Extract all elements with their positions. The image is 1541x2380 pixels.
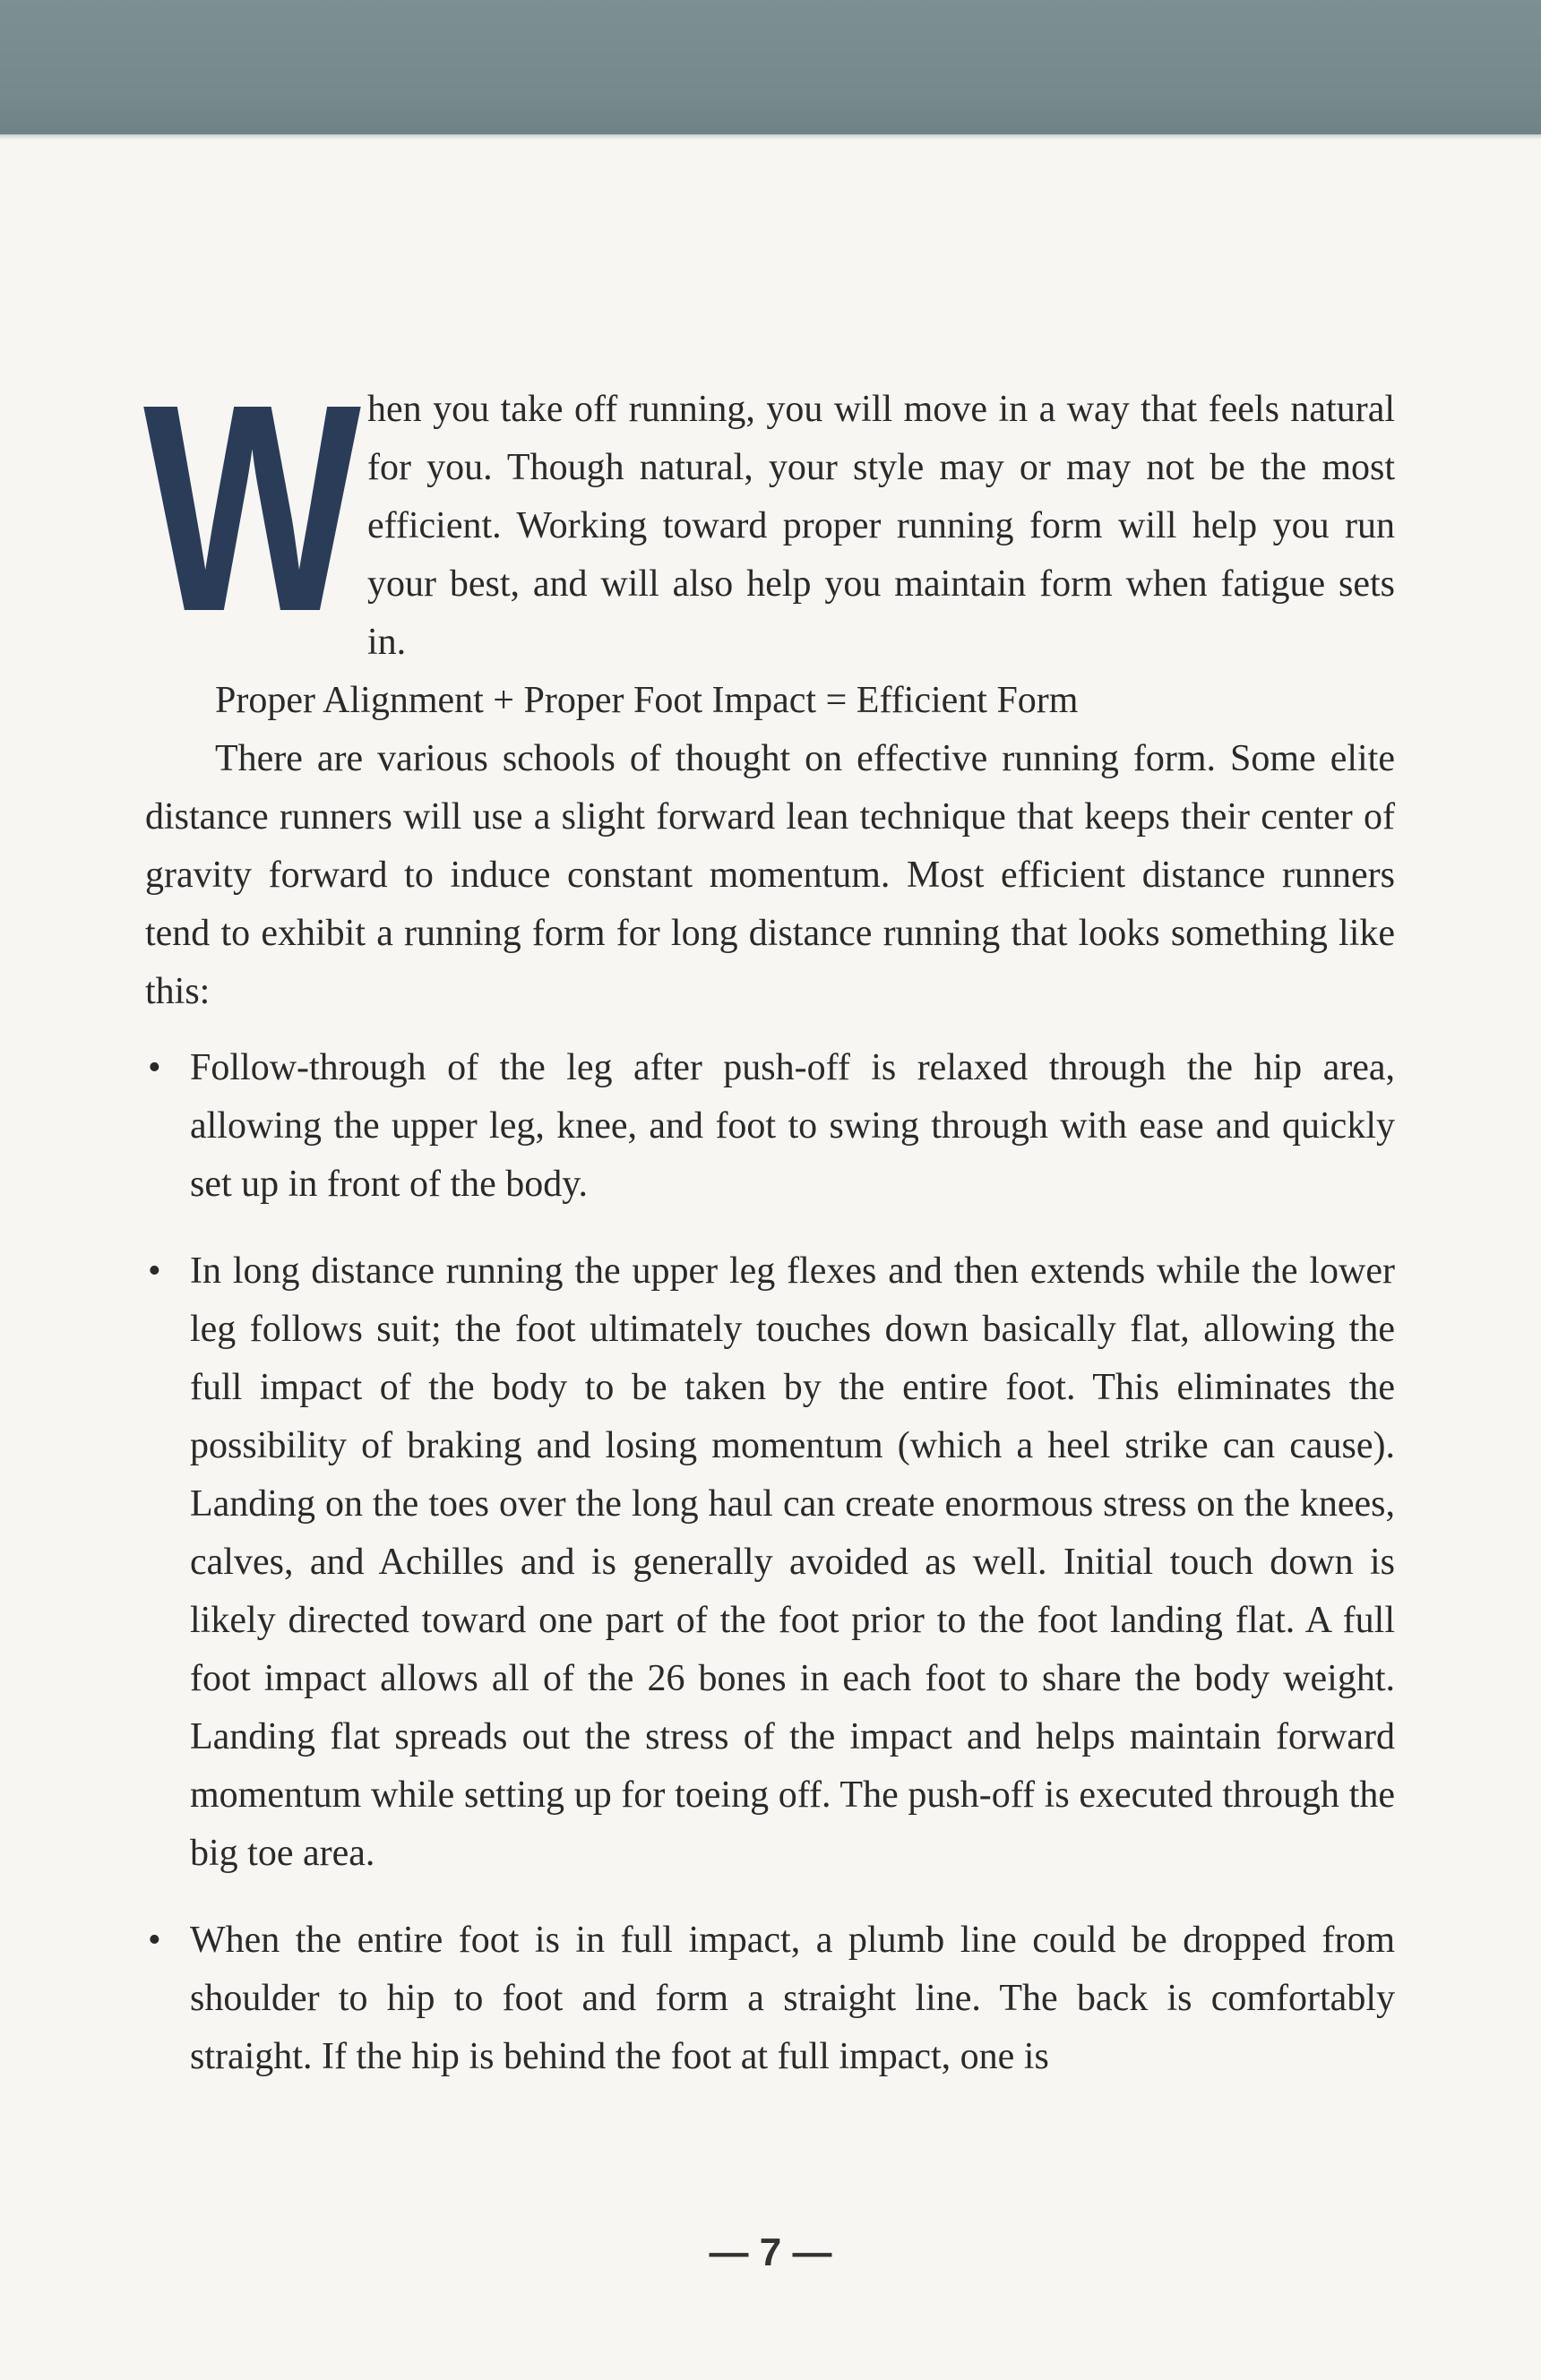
list-item — [145, 1912, 1395, 2086]
article-body — [143, 342, 1395, 2115]
bullet-marker: • — [148, 1250, 161, 1292]
header-color-band — [0, 0, 1541, 134]
bullet-marker: • — [148, 1920, 161, 1961]
bullet-marker: • — [148, 1047, 161, 1088]
list-item — [145, 1242, 1395, 1883]
running-form-list — [145, 1039, 1395, 2086]
list-item-text: When the entire foot is in full impact, a plumb line could be dropped from shoulder to hip to foot and form a straight line. The back is comfortably straight. If the hip is behind the foot at full impact, one is — [190, 1920, 1395, 2077]
form-equation: Proper Alignment + Proper Foot Impact = Efficient Form — [215, 680, 1079, 721]
opening-paragraph — [143, 342, 1395, 673]
list-item-text: Follow-through of the leg after push-off is relaxed through the hip area, allowing the upper leg, knee, and foot to swing through with ease and quickly set up in front of the body. — [190, 1047, 1395, 1205]
list-item-text: In long distance running the upper leg flexes and then extends while the lower leg follows suit; the foot ultimately touches down basically flat, allowing the full impact of the body to be taken by the entire foot. This eliminates the possibility of braking and losing momentum (which a heel strike can cause). Landing on the toes over the long haul can create enormous stress on the knees, calves, and Achilles and is generally avoided as well. Initial touch down is likely directed toward one part of the foot prior to the foot landing flat. A full foot impact allows all of the 26 bones in each foot to share the body weight. Landing flat spreads out the stress of the impact and helps maintain forward momentum while setting up for toeing off. The push-off is executed through the big toe area. — [190, 1250, 1395, 1874]
running-form-paragraph: There are various schools of thought on effective running form. Some elite distance runners will use a slight forward lean technique that keeps their center of gravity forward to induce constant momentum. Most efficient distance runners tend to exhibit a running form for long distance running that looks something like this: — [145, 738, 1395, 1012]
drop-cap: W — [143, 342, 357, 673]
page-number: — 7 — — [709, 2230, 832, 2274]
list-item — [145, 1039, 1395, 1214]
opening-paragraph-text: hen you take off running, you will move in a way that feels natural for you. Though natural, your style may or may not be the most efficient. Working toward proper running form will help you run your best, and will also help you maintain form when fatigue sets in. — [367, 389, 1395, 663]
